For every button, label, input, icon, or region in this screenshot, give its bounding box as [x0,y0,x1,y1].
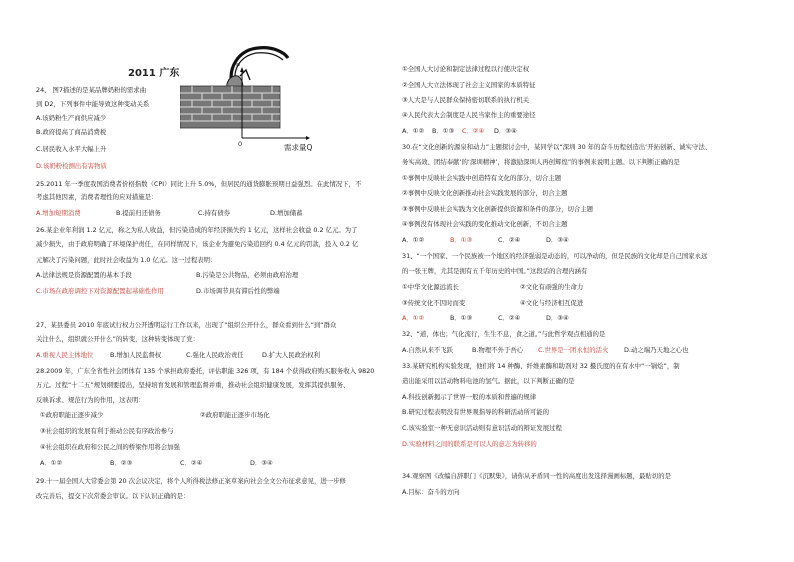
q27-option-c: C.强化人民政治责任 [186,351,244,359]
q26-option-d: D.市场调节具有滞后性的弊端 [196,287,280,295]
q29-statement-3: ③人大是与人民群众保持密切联系的执行机关 [402,96,530,104]
q28-statement-4: ④社会组织在政府和公民之间的桥梁作用将会加强 [40,443,180,451]
q27-option-d: D.扩大人民政治权利 [262,351,321,359]
q33-option-c: C.该实验室一种无意识活动则有意识活动的辩证发展过程 [402,424,562,432]
q30-statement-3: ③事例中反映社会实践为文化创新提供资源和条件的部分，切合主题 [402,205,594,213]
q26-stem-line2: 减少损失，由于政府明确了环境保护责任，在同样情况下，该企业为避免污染追回约 0.4 亿元的罚款，投入 0.2 亿 [36,240,359,248]
q31-option-d: D．③④ [546,314,569,322]
q29-statement-4: ④人民代表大会制度是人民当家作主的重要途径 [402,111,536,119]
q33-option-a: A.科技创新揭示了世界一般的本质和普遍的规律 [402,393,537,401]
q28-option-c: C．②④ [180,459,203,467]
q27-stem: 27、某县委员 2010 年底试行权力公开透明运行工作以来，出现了“组织公开什么，群众看到什么”到“群众 [36,321,337,329]
graph-x-axis-label: 需求量Q [284,143,313,152]
q31-stem: 31、“一个国家、一个民族被一个地区的经济强弱是动态的，可以净动的，但是民族的文化却是自己国家永远 [402,252,708,260]
q24-option-b: B.政府提高了商品消费税 [36,128,107,136]
q28-statement-1: ①政府职能正逐步减少 [40,411,104,419]
q31-option-b: B．①③ [450,314,473,322]
q25-option-c: C.持有债券 [198,209,231,217]
q28-option-d: D．③④ [250,459,273,467]
q31-statement-1: ①中华文化源远流长 [402,283,459,291]
q25-option-a: A.增加短期消费 [36,209,81,217]
q26-stem: 26.某企业年利润 1.2 亿元，称之为私人收益，但污染造成的年经济损失约 1 亿元，这样社会收益 0.2 亿元。为了 [36,226,358,234]
q29-statement-2: ②全国人大立法体现了社会主义国家的本质特征 [402,81,536,89]
q25-option-d: D.增加储蓄 [270,209,303,217]
graph-origin-label: 0 [238,140,243,148]
q24-stem: 24、 图7描述的是某品牌奶粉的需求曲 [36,86,147,94]
q33-stem: 33.某研究机构实验发现，他们将 14 种酶、纤维素酶和助剂对 32 摄氏度的在有水中“一锅烩”，制 [402,362,680,370]
q33-stem-line2: 造出能采用以活动物料电池的氢气。据此，以下判断正确的是 [402,377,575,385]
q31-statement-3: ③传统文化不因时而变 [402,299,466,307]
q32-option-d: D.动之端乃天地之心也 [624,346,689,354]
q34-option-a: A.目标：奋斗的方向 [402,488,460,496]
q31-option-a: A．①② [402,314,425,322]
q29-option-b: B．①③ [432,127,455,135]
graph-y-axis-label: P [236,62,240,70]
q32-option-a: A.自然从来不飞跃 [402,346,454,354]
q31-stem-line2: 的一张王牌，尤其是拥有五千年历史的中国。”这段话的合理内涵有 [402,267,588,275]
q30-option-c: C．②④ [498,236,521,244]
q25-stem: 25.2011 年一季度我国消费者价格指数（CPI）同比上升 5.0%，但居民的通货膨胀预期日益强烈。在此情况下，不 [36,180,362,188]
q27-option-a: A.重视人民主体地位 [36,351,94,359]
q27-stem-line2: 关注什么，组织就公开什么”的转变，这种转变体现了党： [36,335,200,343]
q24-stem-line2: 到 D2，下列事件中能导致这种变动关系 [36,100,150,108]
q30-statement-1: ①事例中反映社会实践中创造特有文化的部分，切合主题 [402,174,562,182]
q32-option-b: B.物理不外于吾心 [472,346,524,354]
q30-option-d: D．③④ [546,236,569,244]
q26-option-c: C.市场在政府调控下对资源配置起基础性作用 [36,287,164,295]
q29-stem: 29.十一届全国人大常委会第 20 次会议决定，将个人所得税法修正案草案向社会全文公布征求意见，进一步修 [36,477,346,485]
q32-stem: 32、“道，体也；气化流行，生生不息，食之道。”与此哲学观点相通的是 [402,330,606,338]
q28-stem-line2: 万元。过程“十二五”规划纲要提出，坚持培育发展和管理监督并重，推动社会组织健康发展，发挥其提供服务、 [36,381,350,389]
q30-statement-4: ④事例没有体现社会实践的变化推动文化创新，不切合主题 [402,220,568,228]
q29-option-d: D．③④ [494,127,517,135]
q25-option-b: B.提前归还债务 [116,209,161,217]
q30-stem: 30.在“文化创新的源泉和动力”主题探讨会中，某同学以“深圳 30 年的奋斗历程创造出‘开拓创新、诚实守法、 [402,143,712,151]
q30-statement-2: ②事例中反映文化创新推动社会实践发展的部分，切合主题 [402,189,568,197]
q28-stem-line3: 反映诉求、规范行为的作用，这表明： [36,396,145,404]
q24-option-d: D.该奶粉检测出有害物质 [36,162,107,170]
q30-stem-line2: 务实高效、团结奉献’的‘深圳精神’，将激励深圳人再创辉煌”的事例来说明主题。以下判断正确的是 [402,158,680,166]
q24-option-a: A.该奶粉生产商供应减少 [36,114,107,122]
q31-statement-2: ②文化有顽强的生命力 [520,283,584,291]
demand-graph [180,40,313,155]
q32-option-c: C.世界是一团永恒的活火 [538,346,609,354]
q28-stem: 28.2009 年，广东全省性社会团体有 135 个承担政府委托，评估职能 326 项，有 184 个获得政府购买服务收入 9820 [36,367,375,375]
q26-stem-line3: 元解决了污染问题，此时社会收益为 1.0 亿元。这一过程表明： [36,256,217,264]
q33-option-b: B.研究过程表明没有世界观指导的科研活动所可能的 [402,408,550,416]
q27-option-b: B.增加人民监督权 [110,351,162,359]
q34-stem: 34.观察图《改编自辞职门《沉默集》，请你从矛盾同一性的高度出发选择漫画标题，最贴切的是 [402,472,671,480]
q29-stem-line2: 改完善后，提交下次常委会审议。以下认识正确的是： [36,492,190,500]
q28-option-a: A．①② [40,459,63,467]
q30-option-a: A．①② [402,236,425,244]
q24-option-c: C.居民收入水平大幅上升 [36,145,107,153]
q28-statement-2: ②政府职能正逐步市场化 [200,411,270,419]
q29-option-c: C．②④ [462,127,485,135]
q28-option-b: B．②③ [110,459,133,467]
page-title: 2011 广东 [128,68,180,79]
q26-option-a: A.法律法规是资源配置的基本手段 [36,271,132,279]
q31-statement-4: ④文化与经济相互促进 [520,299,584,307]
q29-option-a: A．①② [402,127,425,135]
q25-stem-line2: 考虑其他因素，消费者理性的应对措施是： [36,193,158,201]
q28-statement-3: ③社会组织的发展有利于推动公民有序政治参与 [40,427,174,435]
q33-option-d: D.实验材料之间的联系是可以人的意志为转移的 [402,440,537,448]
q26-option-b: B.污染是公共物品，必须由政府治理 [196,271,299,279]
q31-option-c: C．②④ [498,314,521,322]
q29-statement-1: ①全国人大讨论和制定法律过程以行使决定权 [402,65,530,73]
q30-option-b: B．①③ [450,236,473,244]
